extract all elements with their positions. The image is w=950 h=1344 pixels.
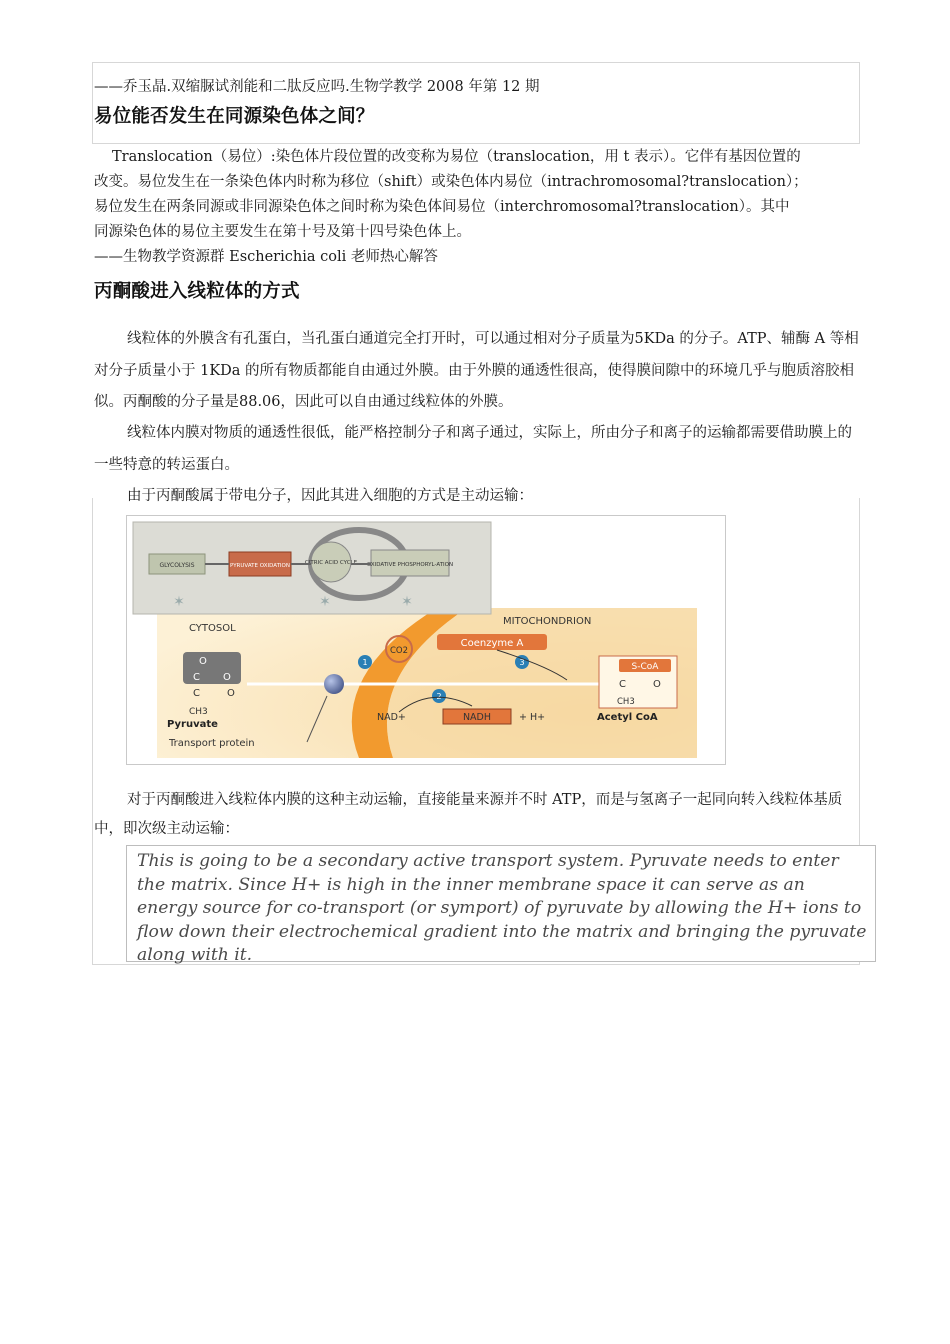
step2-number: 2	[436, 692, 442, 701]
step3-number: 3	[519, 658, 525, 667]
pyruvate-o-1: O	[199, 656, 207, 667]
quote-text: This is going to be a secondary active transport system. Pyruvate needs to enter the matrix. Since H+ is high in the inner membrane space it can serve as an energy source for co-transport (or symport) of pyruvate by allowing the H+ ions to flow down their electrochemical gradient into the matrix and bringing the pyruvate along with it.	[137, 851, 867, 966]
section1-line-4: 同源染色体的易位主要发生在第十号及第十四号染色体上。	[94, 224, 471, 240]
pyruvate-c-2: C	[193, 688, 200, 699]
acetyl-coa-label: Acetyl CoA	[597, 712, 658, 723]
section1-paragraph	[94, 145, 860, 270]
section2-paragraph-4: 对于丙酮酸进入线粒体内膜的这种主动运输，直接能量来源并不时 ATP，而是与氢离子一起同向转入线粒体基质中，即次级主动运输：	[94, 792, 843, 837]
section1-title: 易位能否发生在同源染色体之间？	[94, 106, 375, 127]
pyruvate-c-1: C	[193, 672, 200, 683]
star-icon-3: ✶	[401, 594, 413, 610]
section1-line-2: 改变。易位发生在一条染色体内时称为移位（shift）或染色体内易位（intrachromosomal?translocation）；	[94, 174, 808, 190]
pyruvate-oxidation-label: PYRUVATE OXIDATION	[230, 563, 290, 569]
acetyl-ch3: CH3	[617, 697, 635, 707]
section1-line-3: 易位发生在两条同源或非同源染色体之间时称为染色体间易位（interchromosomal?translocation）。其中	[94, 199, 790, 215]
step1-number: 1	[362, 658, 368, 667]
citric-acid-label: CITRIC ACID CYCLE	[304, 560, 358, 566]
section2-paragraph-2: 线粒体内膜对物质的通透性很低，能严格控制分子和离子通过，实际上，所由分子和离子的运输都需要借助膜上的一些特意的转运蛋白。	[94, 425, 852, 473]
pyruvate-label: Pyruvate	[167, 719, 218, 730]
figure-svg	[127, 516, 725, 764]
section1-line-1: Translocation（易位）:染色体片段位置的改变称为易位（translocation，用 t 表示）。它伴有基因位置的	[112, 149, 801, 165]
pyruvate-transport-figure	[126, 515, 726, 765]
cytosol-label: CYTOSOL	[189, 623, 236, 634]
acetyl-c: C	[619, 679, 626, 690]
pyruvate-ch3: CH3	[189, 707, 208, 717]
transport-protein-ball	[324, 674, 344, 694]
pyruvate-o-3: O	[227, 688, 235, 699]
oxphos-label: OXIDATIVE PHOSPHORYL-ATION	[366, 562, 454, 568]
coenzyme-a-label: Coenzyme A	[460, 638, 524, 649]
transport-protein-label: Transport protein	[169, 738, 255, 749]
section2-paragraph-3: 由于丙酮酸属于带电分子，因此其进入细胞的方式是主动运输：	[127, 488, 533, 504]
h-plus-label: + H+	[519, 712, 546, 723]
citation-top: ——乔玉晶.双缩脲试剂能和二肽反应吗.生物学教学 2008 年第 12 期	[94, 79, 540, 95]
co2-label: CO2	[389, 646, 409, 656]
acetyl-o: O	[653, 679, 661, 690]
star-icon-1: ✶	[173, 594, 185, 610]
section1-citation: ——生物教学资源群 Escherichia coli 老师热心解答	[94, 249, 438, 265]
section2-title: 丙酮酸进入线粒体的方式	[94, 281, 300, 302]
section2-paragraph-1: 线粒体的外膜含有孔蛋白，当孔蛋白通道完全打开时，可以通过相对分子质量为5KDa 的分子。ATP、辅酶 A 等相对分子质量小于 1KDa 的所有物质都能自由通过外膜。由于外膜的通透性很高，使得膜间隙中的环境几乎与胞质溶胶相似。丙酮酸的分子量是88.06，因此可以自由通过线粒体的外膜。	[94, 331, 859, 410]
pyruvate-highlight	[183, 652, 241, 684]
scoa-label: S-CoA	[631, 662, 659, 672]
nadh-label: NADH	[462, 712, 492, 723]
glycolysis-label: GLYCOLYSIS	[159, 562, 195, 569]
mitochondrion-label: MITOCHONDRION	[503, 616, 592, 627]
pyruvate-o-2: O	[223, 672, 231, 683]
star-icon-2: ✶	[319, 594, 331, 610]
quote-box	[126, 845, 876, 966]
nad-label: NAD+	[377, 712, 406, 723]
